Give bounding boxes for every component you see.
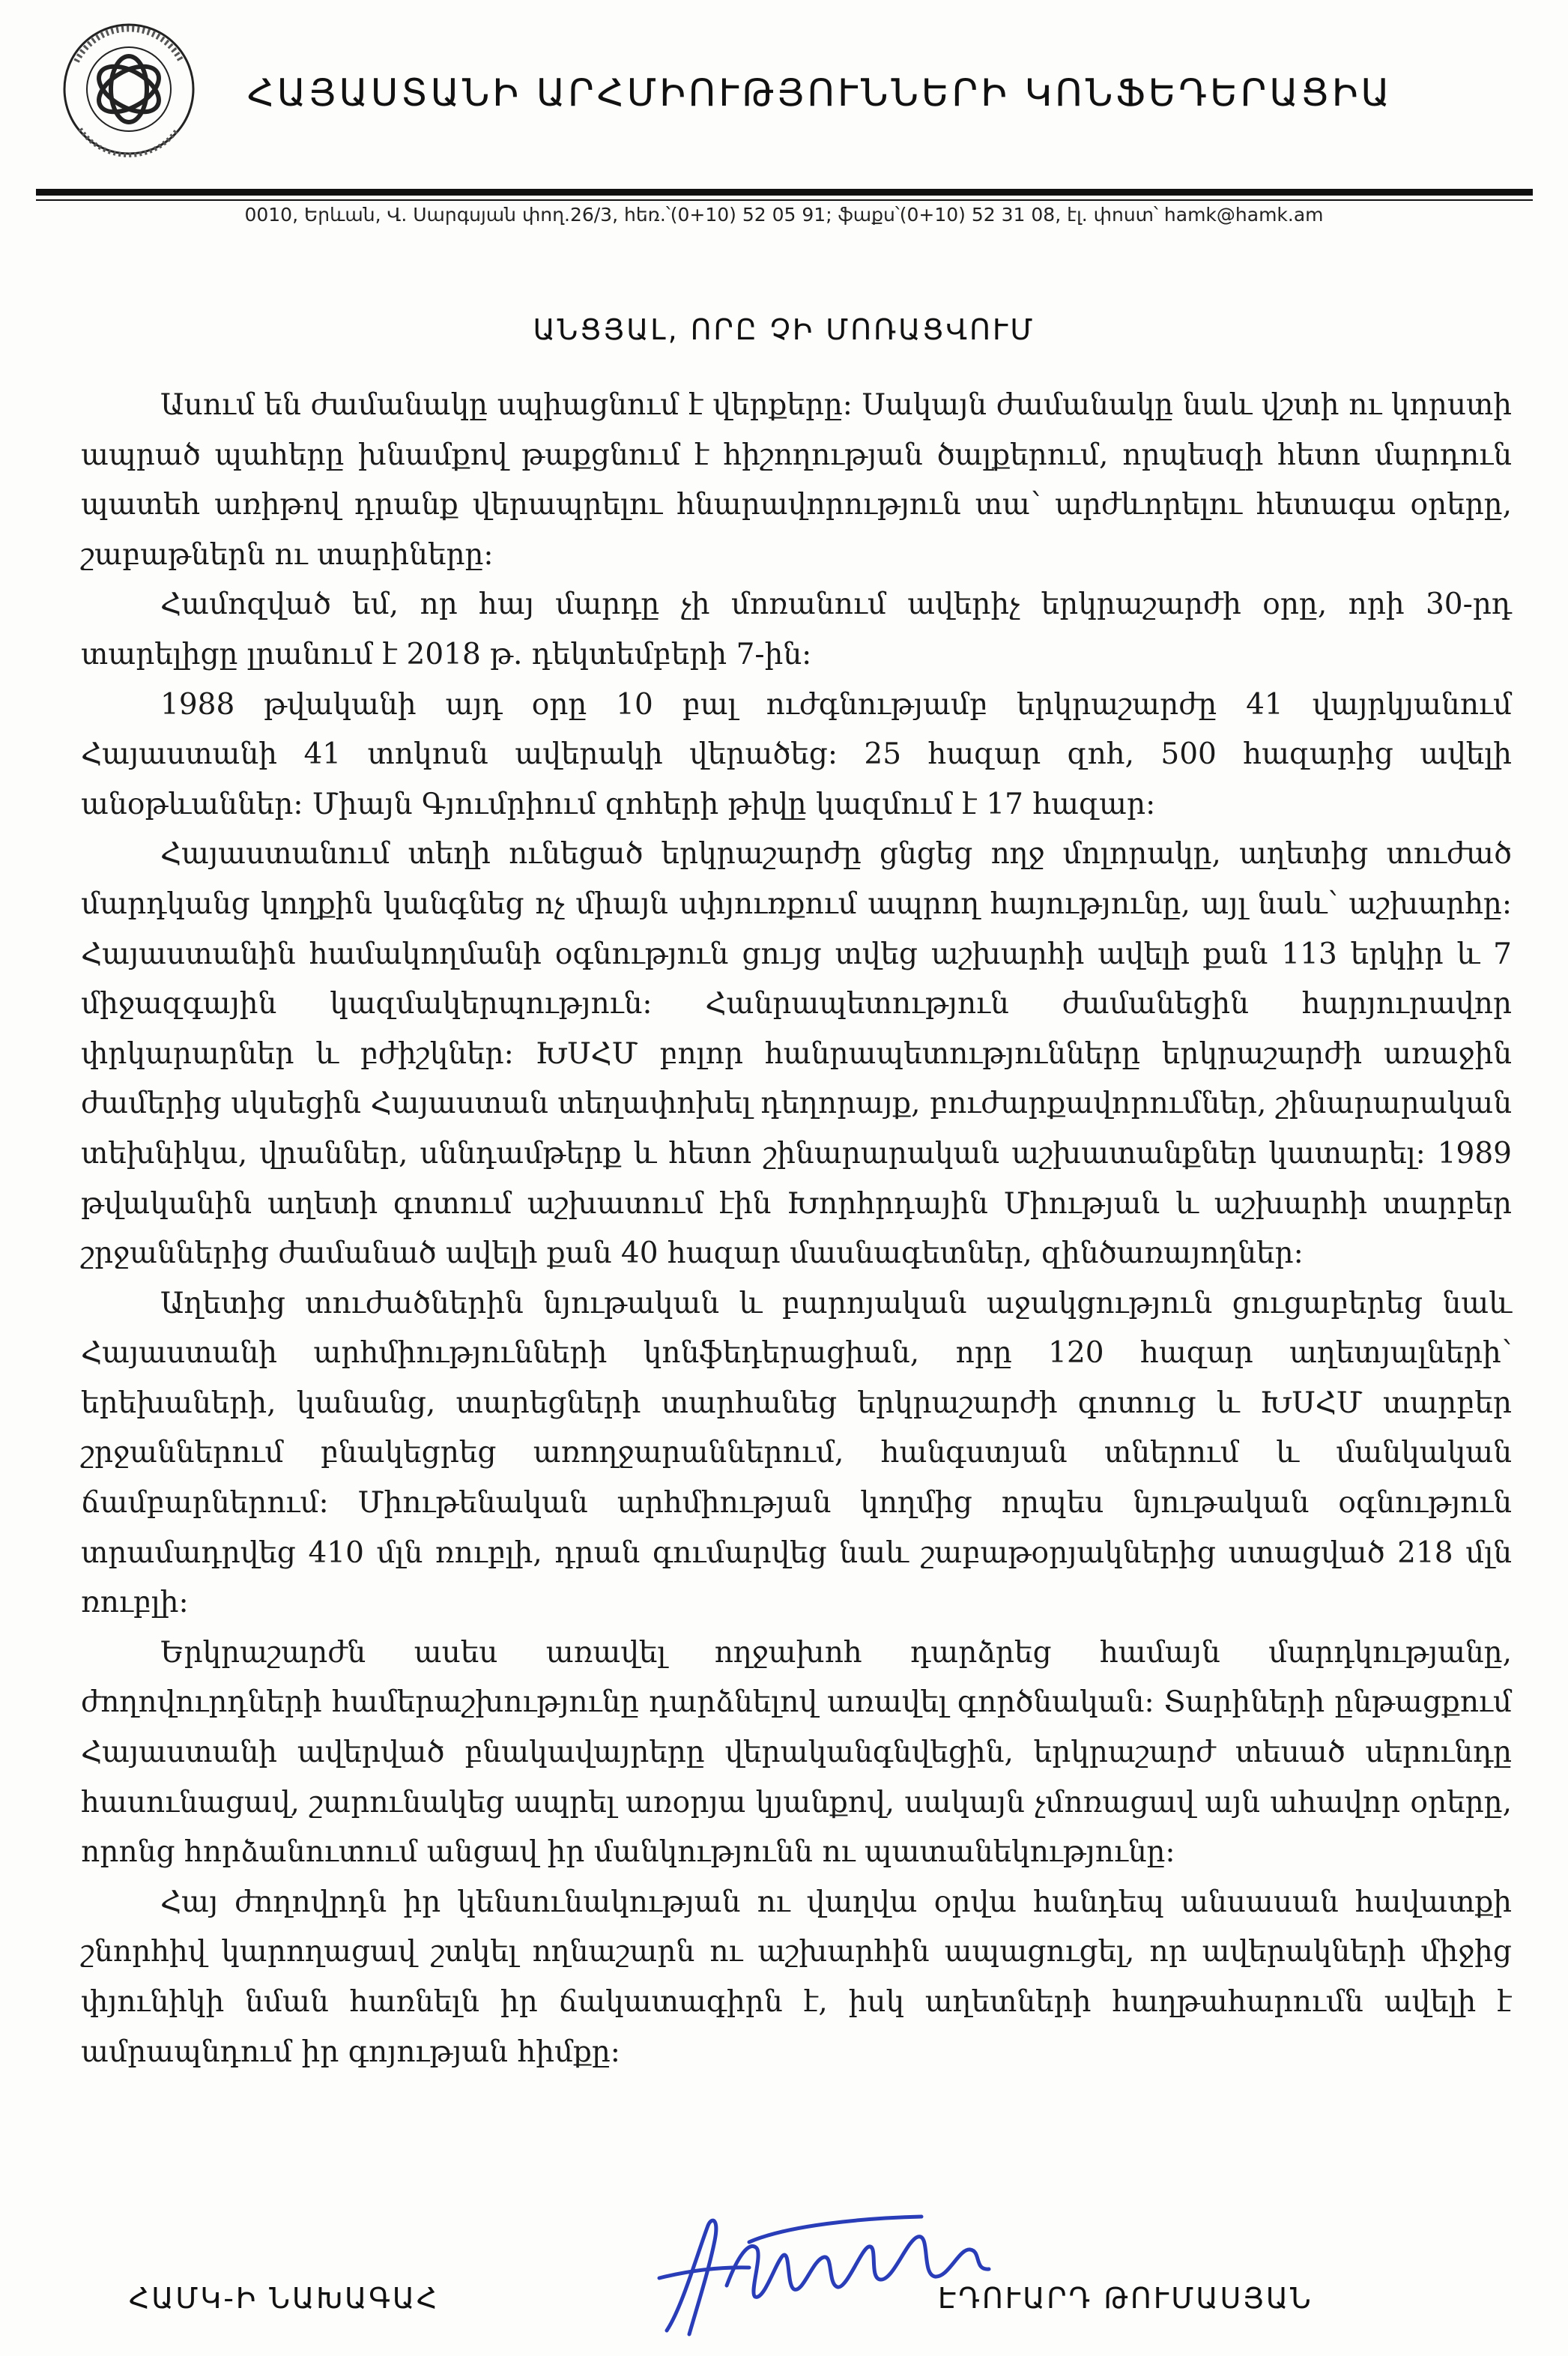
organization-name: ՀԱՅԱՍՏԱՆԻ ԱՐՀՄԻՈՒԹՅՈՒՆՆԵՐԻ ԿՈՆՖԵԴԵՐԱՑԻԱ — [247, 71, 1393, 115]
letterhead-rule-thin — [36, 199, 1533, 201]
paragraph: Աղետից տուժածներին նյութական և բարոյական աջակցություն ցուցաբերեց նաև Հայաստանի արհմիությունների կոնֆեդերացիան, որը 120 հազար աղետյալների՝ երեխաների, կանանց, տարեցների տարհանեց երկրաշարժի գոտուց և ԽՍՀՄ տարբեր շրջաններում բնակեցրեց առողջարաններում, հանգստյան տներում և մանկական ճամբարներում: Միութենական արհմիության կողմից որպես նյութական օգնություն տրամադրվեց 410 մլն ռուբլի, դրան գումարվեց նաև շաբաթօրյակներից ստացված 218 մլն ռուբլի: — [81, 1286, 1512, 1620]
signatory-name: ԷԴՈՒԱՐԴ ԹՈՒՄԱՍՅԱՆ — [938, 2282, 1313, 2315]
confederation-emblem-icon — [46, 16, 211, 163]
paragraph: Երկրաշարժն ասես առավել ողջախոհ դարձրեց համայն մարդկությանը, ժողովուրդների համերաշխությունը դարձնելով առավել գործնական: Տարիների ընթացքում Հայաստանի ավերված բնակավայրերը վերականգնվեցին, երկրաշարժ տեսած սերունդը հասունացավ, շարունակեց ապրել առօրյա կյանքով, սակայն չմոռացավ այն ահավոր օրերը, որոնց հորձանուտում անցավ իր մանկությունն ու պատանեկությունը: — [81, 1635, 1512, 1870]
document-title: ԱՆՑՅԱԼ, ՈՐԸ ՉԻ ՄՈՌԱՑՎՈՒՄ — [533, 313, 1035, 346]
signatory-position: ՀԱՄԿ-Ի ՆԱԽԱԳԱՀ — [129, 2282, 440, 2315]
handwritten-signature — [637, 2196, 1026, 2346]
contact-address: 0010, Երևան, Վ. Սարգսյան փող.26/3, հեռ.՝(0+10) 52 05 91; ֆաքս՝(0+10) 52 31 08, էլ. փոստ՝ hamk@hamk.am — [244, 204, 1324, 226]
paragraph: Ասում են ժամանակը սպիացնում է վերքերը: Սակայն ժամանակը նաև վշտի ու կորստի ապրած պահերը խնամքով թաքցնում է հիշողության ծալքերում, որպեսզի հետո մարդուն պատեհ առիթով դրանք վերապրելու հնարավորություն տա՝ արժևորելու հետագա օրերը, շաբաթներն ու տարիները: — [81, 388, 1512, 572]
paragraph: 1988 թվականի այդ օրը 10 բալ ուժգնությամբ երկրաշարժը 41 վայրկյանում Հայաստանի 41 տոկոսն ավերակի վերածեց: 25 հազար զոհ, 500 հազարից ավելի անօթևաններ: Միայն Գյումրիում զոհերի թիվը կազմում է 17 հազար: — [81, 687, 1512, 821]
letter-body — [81, 381, 1512, 2077]
paragraph: Համոզված եմ, որ հայ մարդը չի մոռանում ավերիչ երկրաշարժի օրը, որի 30-րդ տարելիցը լրանում է 2018 թ. դեկտեմբերի 7-ին: — [81, 588, 1512, 671]
paragraph: Հայ ժողովրդն իր կենսունակության ու վաղվա օրվա հանդեպ անսասան հավատքի շնորհիվ կարողացավ շտկել ողնաշարն ու աշխարհին ապացուցել, որ ավերակների միջից փյունիկի նման հառնելն իր ճակատագիրն է, իսկ աղետների հաղթահարումն ավելի է ամրապնդում իր գոյության հիմքը: — [81, 1885, 1512, 2069]
letterhead-rule — [36, 189, 1533, 196]
paragraph: Հայաստանում տեղի ունեցած երկրաշարժը ցնցեց ողջ մոլորակը, աղետից տուժած մարդկանց կողքին կանգնեց ոչ միայն սփյուռքում ապրող հայությունը, այլ նաև՝ աշխարհը: Հայաստանին համակողմանի օգնություն ցույց տվեց աշխարհի ավելի քան 113 երկիր և 7 միջազգային կազմակերպություն: Հանրապետություն ժամանեցին հարյուրավոր փրկարարներ և բժիշկներ: ԽՍՀՄ բոլոր հանրապետությունները երկրաշարժի առաջին ժամերից սկսեցին Հայաստան տեղափոխել դեղորայք, բուժարքավորումներ, շինարարական տեխնիկա, վրաններ, սննդամթերք և հետո շինարարական աշխատանքներ կատարել: 1989 թվականին աղետի գոտում աշխատում էին Խորհրդային Միության և աշխարհի տարբեր շրջաններից ժամանած ավելի քան 40 հազար մասնագետներ, զինծառայողներ: — [81, 837, 1512, 1271]
